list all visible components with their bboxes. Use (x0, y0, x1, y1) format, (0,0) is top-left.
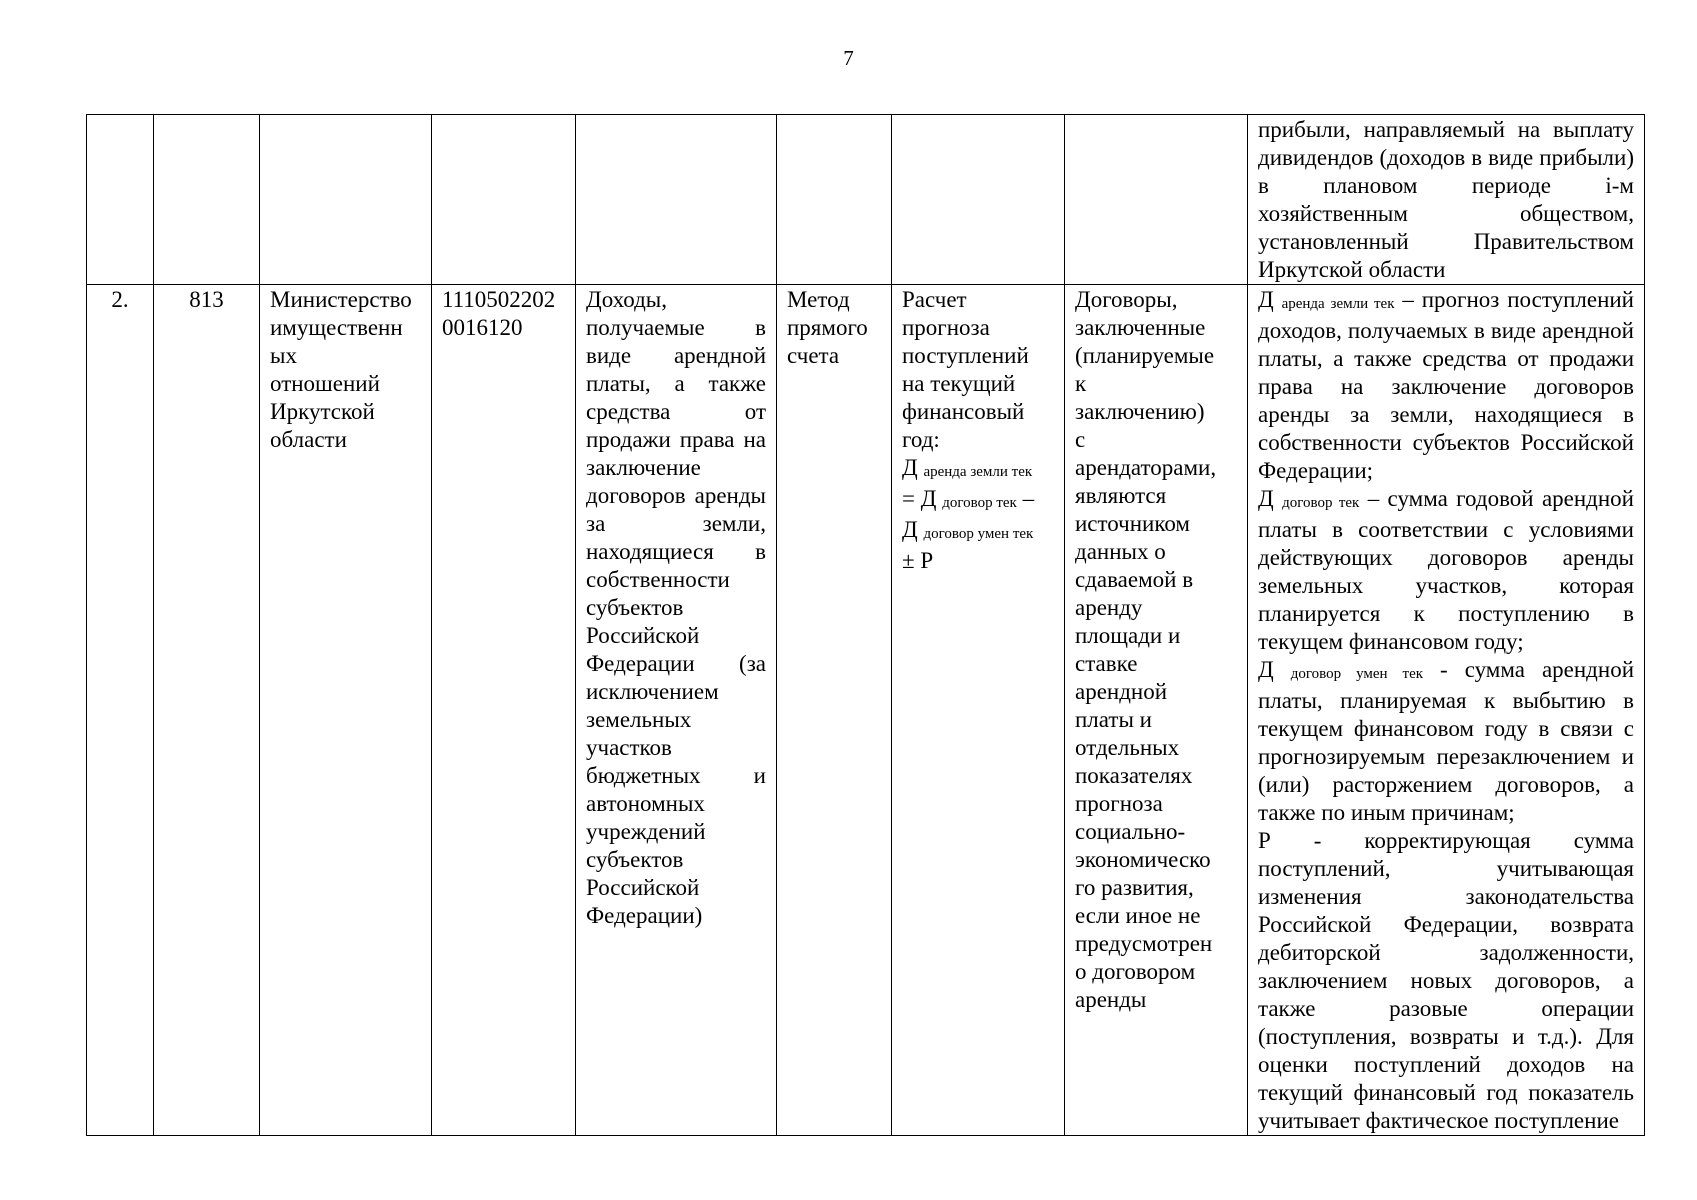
formula-intro-line: на текущий (902, 371, 1016, 396)
cell-algorithm-description (1248, 285, 1645, 1136)
formula-symbol-d: Д (902, 455, 918, 480)
cell-empty (260, 115, 432, 285)
source-line: с (1075, 427, 1086, 452)
method-line: прямого (787, 315, 868, 340)
source-line: данных о (1075, 539, 1166, 564)
formula-intro-line: поступлений (902, 343, 1029, 368)
formula-line (902, 516, 1054, 547)
desc-subscript: договор умен тек (1290, 666, 1424, 682)
formula-symbol-d: Д (902, 517, 918, 542)
cell-empty (576, 115, 777, 285)
admin-line: имущественн (270, 315, 403, 340)
source-line: если иное не (1075, 903, 1201, 928)
cell-administrator (260, 285, 432, 1136)
formula-minus: – (1022, 486, 1035, 511)
cell-continuation-description (1248, 115, 1645, 285)
cell-empty (1065, 115, 1248, 285)
admin-line: Министерство (270, 287, 412, 312)
source-line: аренды (1075, 987, 1147, 1012)
method-line: Метод (787, 287, 850, 312)
formula-intro-line: Расчет (902, 287, 967, 312)
desc-subscript: договор тек (1282, 495, 1360, 511)
source-line: отдельных (1075, 735, 1180, 760)
source-line: платы и (1075, 707, 1152, 732)
formula-subscript: договор тек (942, 495, 1017, 511)
source-line: (планируемые (1075, 343, 1215, 368)
cell-kbk-code (432, 285, 576, 1136)
cell-data-source (1065, 285, 1248, 1136)
source-line: социально- (1075, 819, 1186, 844)
cell-admin-code: 813 (154, 285, 260, 1136)
kbk-line: 1110502202 (442, 287, 556, 312)
formula-subscript: аренда земли тек (923, 464, 1033, 480)
desc-text: - сумма арендной платы, планируемая к выбытию в текущем финансовом году в связи с прогнозируемым перезаключением и (или) расторжением договоров, а также по иным причинам; (1258, 657, 1635, 825)
source-line: о договором (1075, 959, 1196, 984)
formula-symbol-d: Д (920, 486, 937, 511)
formula-subscript: договор умен тек (923, 526, 1034, 542)
forecast-methods-table (86, 114, 1645, 1136)
formula-intro-line: финансовый (902, 399, 1025, 424)
formula-intro-line: год: (902, 427, 940, 452)
page-number: 7 (843, 46, 854, 70)
source-line: прогноза (1075, 791, 1163, 816)
source-line: аренду (1075, 595, 1143, 620)
source-line: сдаваемой в (1075, 567, 1194, 592)
source-line: арендаторами, (1075, 455, 1217, 480)
cell-formula (892, 285, 1065, 1136)
method-line: счета (787, 343, 840, 368)
cell-empty (154, 115, 260, 285)
cell-empty (87, 115, 154, 285)
desc-symbol-d: Д (1258, 657, 1274, 682)
desc-paragraph-arenda (1258, 286, 1634, 485)
admin-line: области (270, 427, 347, 452)
cell-row-number: 2. (87, 285, 154, 1136)
desc-text: – сумма годовой арендной платы в соответствии с условиями действующих договоров аренды земельных участков, которая планируется к поступлению в текущем финансовом году; (1258, 486, 1634, 654)
source-line: к (1075, 371, 1087, 396)
cell-income-name (576, 285, 777, 1136)
source-line: площади и (1075, 623, 1181, 648)
source-line: источником (1075, 511, 1190, 536)
cell-empty (432, 115, 576, 285)
table-row-continuation (87, 115, 1645, 285)
admin-line: Иркутской (270, 399, 375, 424)
cell-empty (892, 115, 1065, 285)
source-line: Договоры, (1075, 287, 1178, 312)
continuation-text: прибыли, направляемый на выплату дивидендов (доходов в виде прибыли) в плановом периоде i-м хозяйственным обществом, установленный Правительством Иркутской области (1258, 117, 1634, 282)
income-name-text: Доходы, получаемые в виде арендной платы, а также средства от продажи права на заключение договоров аренды за земли, находящиеся в собственности субъектов Российской Федерации (за исключением земельных участков бюджетных и автономных учреждений субъектов Российской Федерации) (586, 287, 766, 928)
formula-eq: = (902, 486, 915, 511)
admin-line: ых (270, 343, 297, 368)
kbk-line: 0016120 (442, 315, 523, 340)
desc-paragraph-correction: Р - корректирующая сумма поступлений, учитывающая изменения законодательства Российской Федерации, возврата дебиторской задолженности, заключением новых договоров, а также разовые операции (поступления, возвраты и т.д.). Для оценки поступлений доходов на текущий финансовый год показатель учитывает фактическое поступление (1258, 828, 1634, 1133)
desc-paragraph-dogovor (1258, 485, 1634, 656)
source-line: заключению) (1075, 399, 1205, 424)
cell-method (777, 285, 892, 1136)
table-row (87, 285, 1645, 1136)
source-line: экономическо (1075, 847, 1211, 872)
formula-line (902, 454, 1054, 485)
desc-subscript: аренда земли тек (1281, 296, 1395, 312)
source-line: предусмотрен (1075, 931, 1213, 956)
desc-symbol-d: Д (1258, 287, 1274, 312)
source-line: го развития, (1075, 875, 1194, 900)
source-line: показателях (1075, 763, 1193, 788)
formula-intro-line: прогноза (902, 315, 990, 340)
source-line: ставке (1075, 651, 1138, 676)
source-line: являются (1075, 483, 1167, 508)
formula-line (902, 485, 1054, 516)
admin-line: отношений (270, 371, 380, 396)
formula-correction: ± Р (902, 548, 934, 573)
desc-symbol-d: Д (1258, 486, 1274, 511)
desc-text: – прогноз поступлений доходов, получаемых в виде арендной платы, а также средства от продажи права на заключение договоров аренды за земли, находящиеся в собственности субъектов Российской Федерации; (1258, 287, 1634, 483)
source-line: заключенные (1075, 315, 1206, 340)
cell-empty (777, 115, 892, 285)
formula-expression (902, 454, 1054, 575)
desc-paragraph-umen (1258, 656, 1634, 827)
source-line: арендной (1075, 679, 1168, 704)
